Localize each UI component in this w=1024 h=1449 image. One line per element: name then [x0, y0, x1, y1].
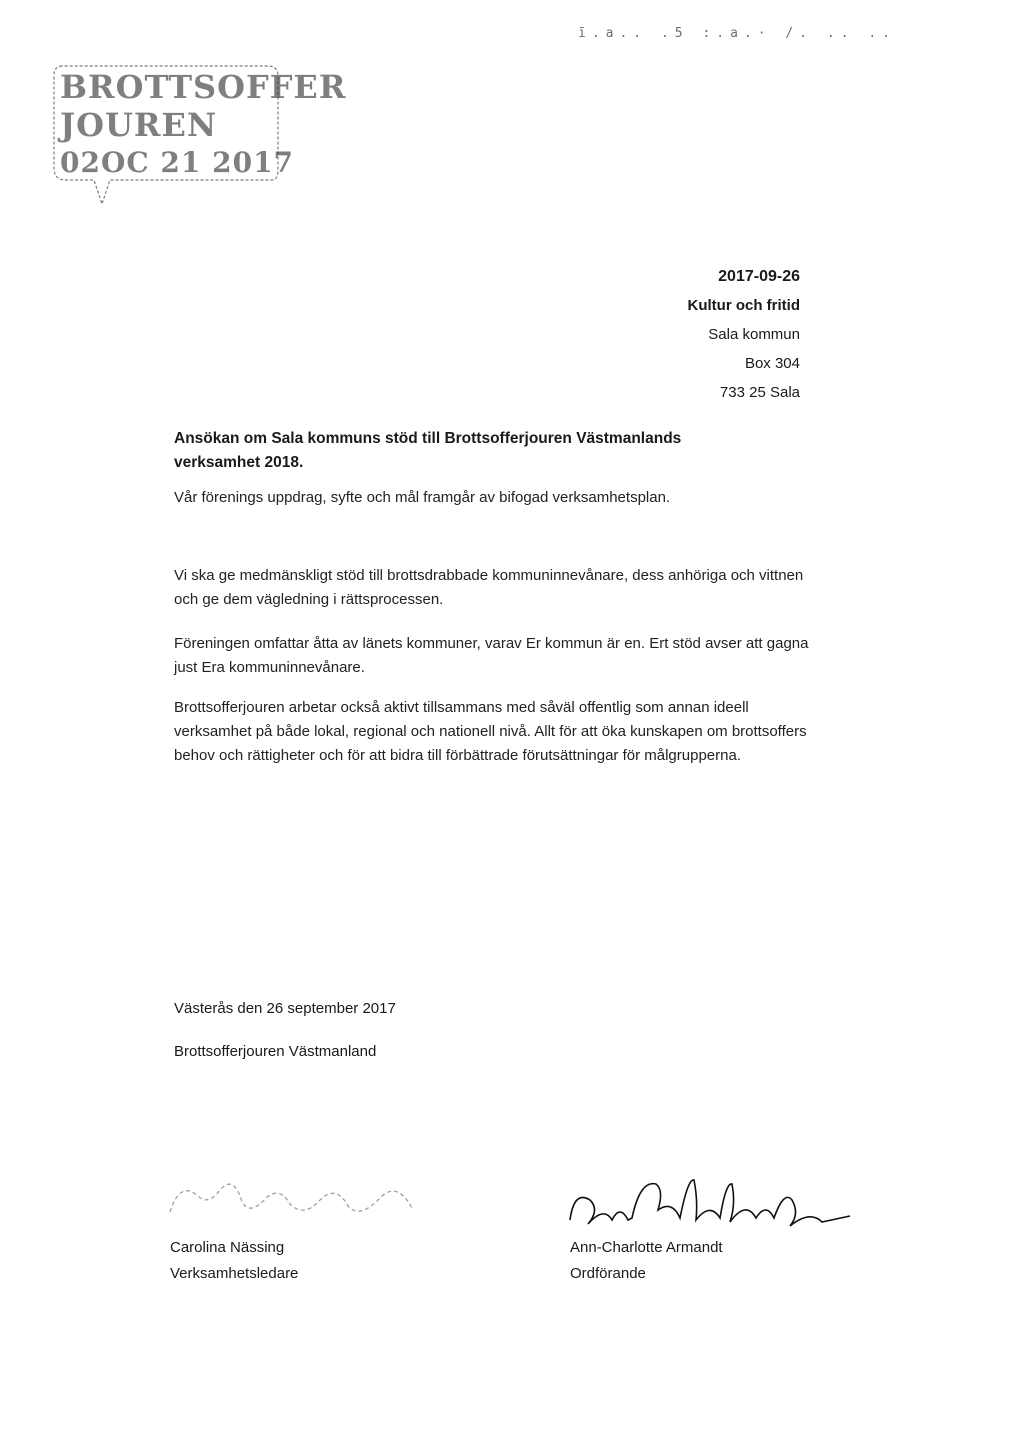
signatory-1	[170, 1235, 298, 1287]
letter-subject: Ansökan om Sala kommuns stöd till Brottsofferjouren Västmanlands verksamhet 2018.	[174, 430, 682, 471]
logo-line-1: BROTTSOFFER	[60, 68, 347, 106]
sender-organization: Brottsofferjouren Västmanland	[174, 1043, 377, 1060]
recipient-postal: 733 25 Sala	[719, 384, 800, 401]
letter-date: 2017-09-26	[718, 268, 800, 285]
place-and-date: Västerås den 26 september 2017	[174, 1000, 396, 1017]
logo-line-3: 02OC 21 2017	[60, 146, 295, 179]
signatory-2	[570, 1235, 723, 1287]
recipient-address	[688, 262, 801, 407]
recipient-department: Kultur och fritid	[687, 297, 800, 314]
signatory-2-name: Ann-Charlotte Armandt	[570, 1239, 723, 1256]
signature-ann-charlotte-icon	[560, 1170, 860, 1240]
signatory-1-title: Verksamhetsledare	[170, 1265, 299, 1282]
signature-carolina-icon	[150, 1160, 450, 1240]
paragraph-municipalities: Föreningen omfattar åtta av länets kommuner, varav Er kommun är en. Ert stöd avser att gagna just Era kommuninnevånare.	[174, 635, 809, 676]
organization-logo-stamp	[50, 58, 347, 208]
logo-line-2: JOUREN	[60, 106, 218, 144]
registration-stamp: ī.a.. .5 :.a.· /. .. ..	[578, 26, 897, 41]
paragraph-mission: Vår förenings uppdrag, syfte och mål framgår av bifogad verksamhetsplan.	[174, 489, 671, 506]
recipient-box: Box 304	[744, 355, 800, 372]
signatory-2-title: Ordförande	[570, 1265, 646, 1282]
paragraph-cooperation: Brottsofferjouren arbetar också aktivt tillsammans med såväl offentlig som annan ideell verksamhet på både lokal, regional och nationell nivå. Allt för att öka kunskapen om brottsoffers behov och rättigheter och för att bidra till förbättrade förutsättningar för målgrupperna.	[174, 699, 807, 764]
paragraph-support: Vi ska ge medmänskligt stöd till brottsdrabbade kommuninnevånare, dess anhöriga och vittnen och ge dem vägledning i rättsprocessen.	[174, 567, 804, 608]
signatory-1-name: Carolina Nässing	[170, 1239, 285, 1256]
recipient-municipality: Sala kommun	[708, 326, 800, 343]
